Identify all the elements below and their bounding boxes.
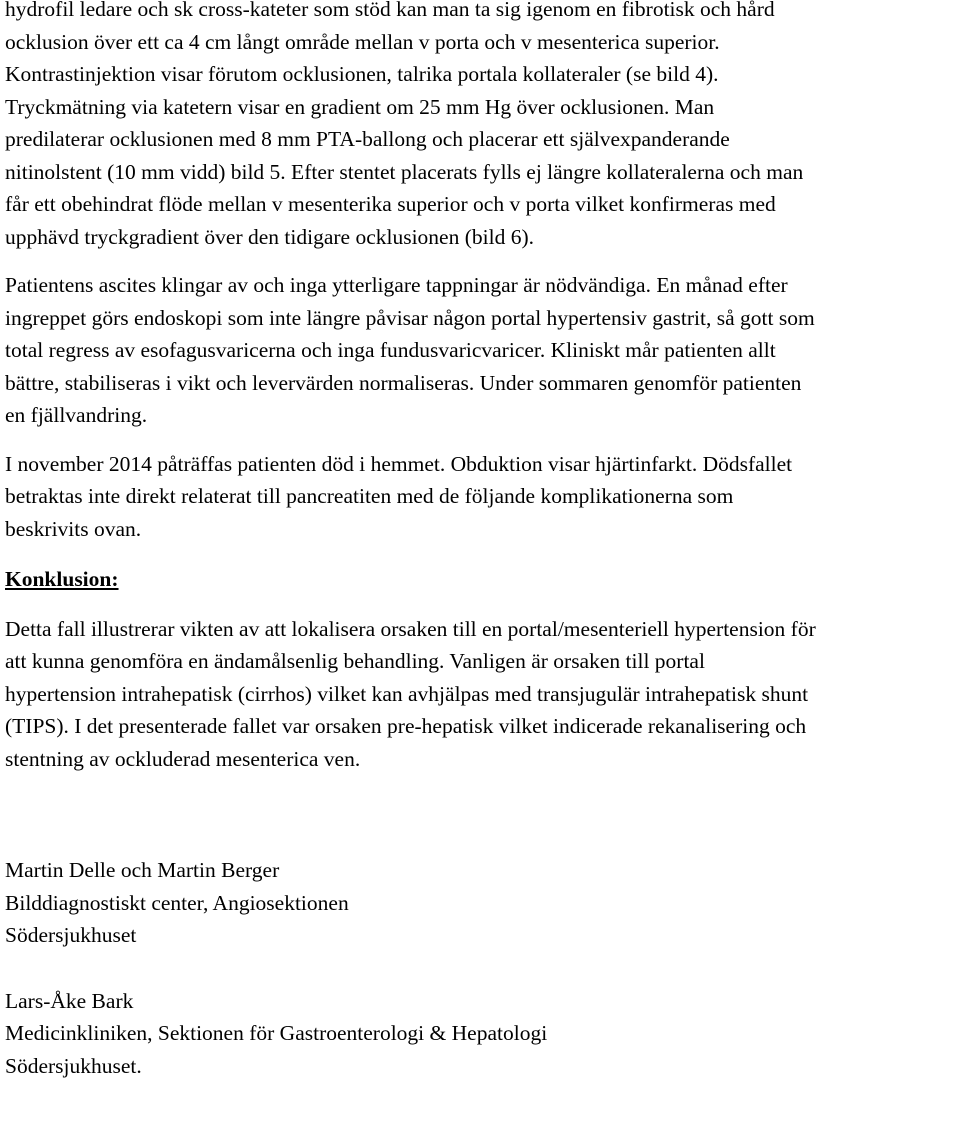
text-line: upphävd tryckgradient över den tidigare ocklusionen (bild 6). <box>5 224 534 249</box>
author-hospital: Södersjukhuset. <box>5 1053 142 1078</box>
body-paragraph-procedure <box>5 0 957 253</box>
conclusion-heading: Konklusion: <box>5 567 119 591</box>
author-names: Martin Delle och Martin Berger <box>5 858 280 882</box>
text-line: beskrivits ovan. <box>5 516 142 541</box>
text-line: Kontrastinjektion visar förutom ocklusionen, talrika portala kollateraler (se bild 4). <box>5 62 719 86</box>
text-line: får ett obehindrat flöde mellan v mesenterika superior och v porta vilket konfirmeras med <box>5 192 776 216</box>
text-line: predilaterar ocklusionen med 8 mm PTA-ballong och placerar ett självexpanderande <box>5 127 730 151</box>
text-line: betraktas inte direkt relaterat till pancreatiten med de följande komplikationerna som <box>5 484 734 508</box>
text-line: nitinolstent (10 mm vidd) bild 5. Efter stentet placerats fylls ej längre kollateralerna och man <box>5 159 804 184</box>
text-line: hypertension intrahepatisk (cirrhos) vilket kan avhjälpas med transjugulär intrahepatisk shunt <box>5 681 809 706</box>
author-block-medicine <box>5 985 957 1083</box>
text-line: att kunna genomföra en ändamålsenlig behandling. Vanligen är orsaken till portal <box>5 649 705 673</box>
body-paragraph-followup <box>5 269 957 432</box>
author-names: Lars-Åke Bark <box>5 988 134 1013</box>
text-line: I november 2014 påträffas patienten död i hemmet. Obduktion visar hjärtinfarkt. Dödsfallet <box>5 451 793 476</box>
body-paragraph-outcome <box>5 448 957 546</box>
text-line: Detta fall illustrerar vikten av att lokalisera orsaken till en portal/mesenteriell hypertension för <box>5 616 816 641</box>
text-line: en fjällvandring. <box>5 403 148 427</box>
text-line: (TIPS). I det presenterade fallet var orsaken pre-hepatisk vilket indicerade rekanalisering och <box>5 714 807 738</box>
text-line: stentning av ockluderad mesenterica ven. <box>5 746 361 771</box>
text-line: hydrofil ledare och sk cross-kateter som stöd kan man ta sig igenom en fibrotisk och hård <box>5 0 775 21</box>
text-line: ingreppet görs endoskopi som inte längre påvisar någon portal hypertensiv gastrit, så gott som <box>5 305 815 330</box>
document-page <box>5 0 957 1082</box>
conclusion-paragraph <box>5 613 957 776</box>
author-block-radiology <box>5 854 957 952</box>
text-line: Tryckmätning via katetern visar en gradient om 25 mm Hg över ocklusionen. Man <box>5 94 715 119</box>
author-department: Bilddiagnostiskt center, Angiosektionen <box>5 890 349 915</box>
text-line: total regress av esofagusvaricerna och inga fundusvaricvaricer. Kliniskt mår patienten allt <box>5 338 776 362</box>
text-line: bättre, stabiliseras i vikt och levervärden normaliseras. Under sommaren genomför patienten <box>5 370 802 395</box>
text-line: ocklusion över ett ca 4 cm långt område mellan v porta och v mesenterica superior. <box>5 29 720 54</box>
text-line: Patientens ascites klingar av och inga ytterligare tappningar är nödvändiga. En månad efter <box>5 273 788 297</box>
author-hospital: Södersjukhuset <box>5 923 137 947</box>
author-department: Medicinkliniken, Sektionen för Gastroenterologi & Hepatologi <box>5 1021 548 1045</box>
